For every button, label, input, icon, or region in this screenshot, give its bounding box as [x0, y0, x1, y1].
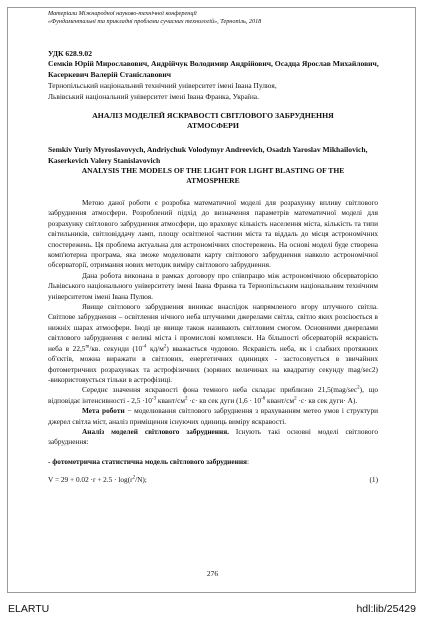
header-line-1: Матеріали Міжнародної науково-технічної конференції [48, 10, 197, 17]
title-english-line-1: ANALYSIS THE MODELS OF THE LIGHT FOR LIGHT BLASTING OF THE [81, 166, 345, 175]
udc-code: УДК 628.9.02 [48, 49, 93, 58]
authors-english: Semkiv Yuriy Myroslavovych, Andriychuk Volodymyr Andreevich, Osadzh Yaroslav Mikhailovich, Kaserkevich Valery Stanislavovich [48, 145, 368, 165]
header-line-2: «Фундаментальні та прикладні проблеми сучасних технологій», Тернопіль, 2018 [48, 18, 262, 25]
footer-repository-label: ELARTU [8, 603, 50, 615]
affiliation-line-2: Львівський національний університет імені Івана Франка, Україна. [48, 91, 259, 101]
formula-number: (1) [369, 475, 378, 485]
article-body [48, 198, 378, 486]
authors-ukrainian: Семків Юрій Мирославович, Андрійчук Володимир Андрійович, Осадца Ярослав Михайлович, Касеркевич Валерій Станіславович [48, 59, 379, 79]
paragraph-models: Аналіз моделей світлового забруднення. Існують такі основні моделі світлового забруднення: [48, 426, 378, 447]
models-heading: Аналіз моделей світлового забруднення. [82, 426, 229, 436]
paragraph-light-pollution: Явище світлового забруднення виникає внаслідок напрямленого вгору штучного світла. Світлове забруднення – освітлення нічного неба штучними джерелами світла, світло яких розсіюється в нижніх шарах атмосфери. Іноді це явище також називають світловим смогом. Основними джерелами світлового забруднення є великі міста і промислові комплекси. На більшості обсерваторій яскравість неба в 22,5$^m$/кв. секунди ($10^{-4}$ $кд/м^2$) вважається чудовою. Яскравість неба, як і слабких протяжних об'єктів, можна виражати в світлових, енергетичних одиницях - застосовується в звичайних фотометричних розрахунках та астрофізичних (зоряних величинах на квадратну секунду mag/sec2) -використовується тільки в астрофізиці. [48, 302, 378, 384]
conference-header [48, 10, 378, 26]
document-page [7, 7, 416, 593]
formula-title: - фотометрична статистична модель світлового забруднення: [48, 456, 250, 466]
title-ukrainian [48, 111, 378, 131]
title-english-line-2: ATMOSPHERE [186, 175, 240, 185]
paragraph-purpose: Метою даної роботи є розробка математичної моделі для розрахунку впливу світлового забруднення атмосфери. Розроблений підхід до визначення параметрів математичної моделі для розрахунку світлового забруднення атмосфери, що враховує кількість населення міста, кількість та типи світильників, світловіддачу ламп, площу освітленої частини міста та віддаль до місця астрономічних спостережень. Ця проблема актуальна для астрономічних спостережень. На основі моделі буде створена комп'ютерна програма, яка зможе моделювати карту світлового забруднення навколо астрономічної обсерваторії, отримання нових методик виміру світлового забруднення. [48, 198, 378, 270]
formula-1 [48, 475, 378, 485]
title-ukrainian-line-2: АТМОСФЕРИ [187, 121, 239, 130]
goal-heading: Мета роботи [82, 406, 125, 416]
title-ukrainian-line-1: АНАЛІЗ МОДЕЛЕЙ ЯСКРАВОСТІ СВІТЛОВОГО ЗАБРУДНЕННЯ [92, 111, 334, 120]
affiliation [48, 81, 383, 102]
title-english [48, 166, 378, 185]
footer-handle: hdl:lib/25429 [356, 603, 416, 615]
page-number: 276 [206, 569, 219, 578]
formula-expression: $V = 29 + 0.02 \cdot r + 2.5 \cdot \log(r^2/N)$; [48, 475, 147, 485]
paragraph-sky-background: Середнє значення яскравості фона темного неба складає приблизно $21,5(mag/\sec^2)$, що відповідає інтенсивності - $2,5 \cdot 10^{-3}$ квант/$см^2 \cdot с\cdot$ кв сек дуги ($1,6 \cdot 10^{-6}$ квант/$см^2 \cdot с\cdot$ кв сек дуги· А). [48, 385, 378, 405]
paragraph-agreement: Дана робота виконана в рамках договору про співпрацю між астрономічною обсерваторією Львівського національного університету імені Івана Франка та Тернопільським національним технічним університетом імені Івана Пулюя. [48, 270, 378, 301]
paragraph-goal: Мета роботи − моделювання світлового забруднення з врахуванням метео умов і структури джерел світла міст, аналіз приміщення існуючих одиниць виміру яскравості. [48, 406, 379, 426]
affiliation-line-1: Тернопільський національний технічний університет імені Івана Пулюя, [48, 81, 277, 90]
